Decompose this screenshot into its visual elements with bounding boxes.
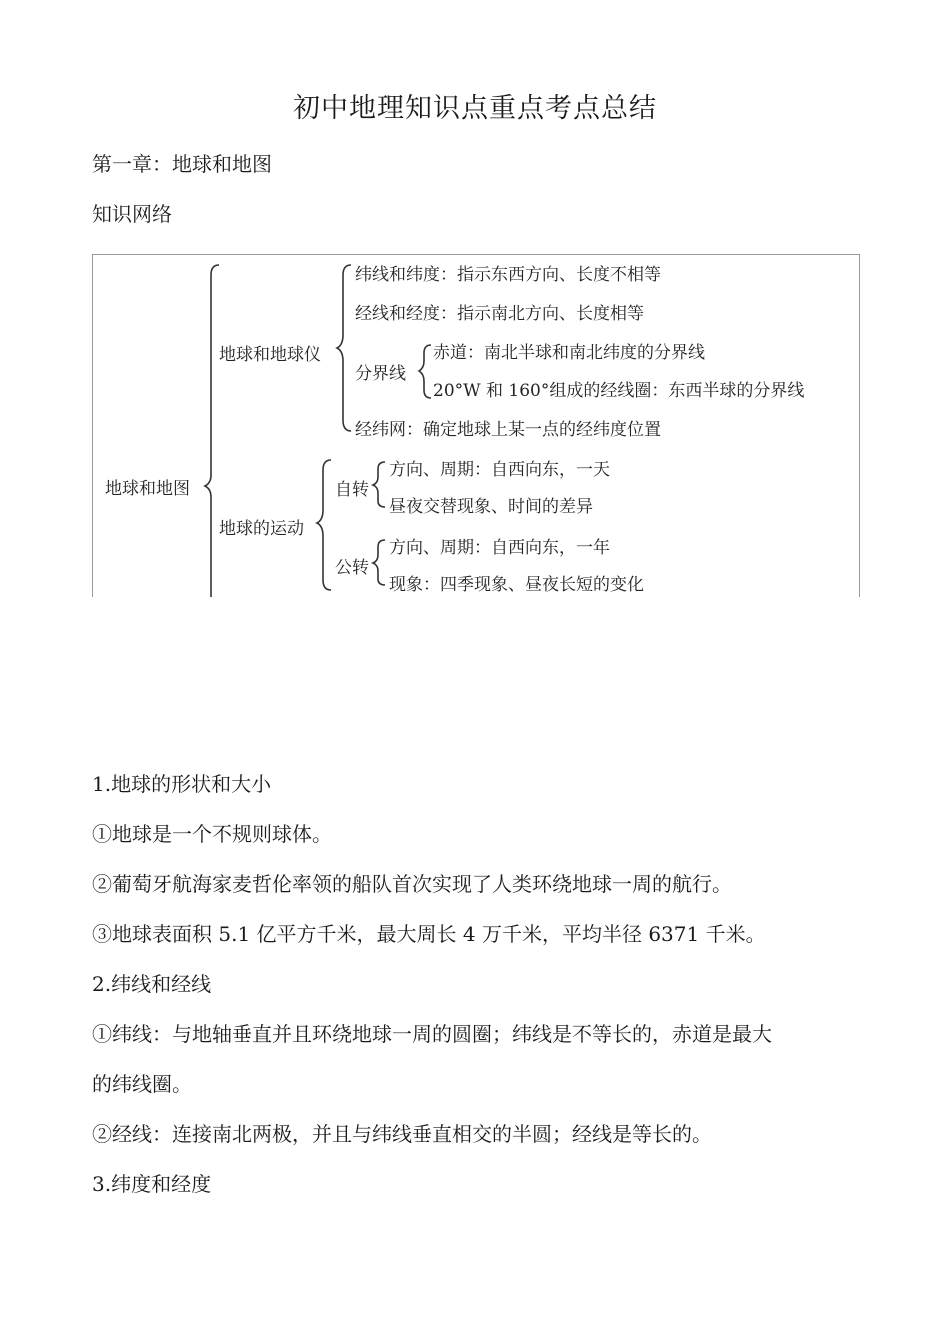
section-heading: 知识网络 (92, 202, 172, 226)
page-title: 初中地理知识点重点考点总结 (293, 93, 657, 124)
heading-latitude-longitude-lines: 2.纬线和经线 (92, 972, 212, 996)
rotation-brace (373, 462, 385, 507)
paragraph-continued: 的纬线圈。 (92, 1072, 192, 1096)
branch-earth-globe: 地球和地球仪 (219, 345, 321, 365)
revolution-label: 公转 (335, 558, 369, 578)
paragraph: ②经线：连接南北两极，并且与纬线垂直相交的半圆；经线是等长的。 (92, 1122, 712, 1146)
rotation-direction: 方向、周期：自西向东，一天 (389, 460, 610, 480)
paragraph: ①地球是一个不规则球体。 (92, 822, 332, 846)
revolution-phenomena: 现象：四季现象、昼夜长短的变化 (389, 575, 644, 595)
knowledge-network-diagram (92, 254, 860, 597)
paragraph: ③地球表面积 5.1 亿平方千米，最大周长 4 万千米，平均半径 6371 千米。 (92, 922, 766, 946)
chapter-heading: 第一章：地球和地图 (92, 152, 272, 176)
heading-earth-shape: 1.地球的形状和大小 (92, 772, 272, 796)
revolution-brace (373, 540, 385, 585)
graticule-item: 经纬网：确定地球上某一点的经纬度位置 (355, 420, 661, 440)
branch-earth-motion: 地球的运动 (219, 519, 304, 539)
diagram-root: 地球和地图 (105, 479, 190, 499)
latitude-item: 纬线和纬度：指示东西方向、长度不相等 (355, 265, 661, 285)
boundary-label: 分界线 (355, 364, 406, 384)
rotation-phenomena: 昼夜交替现象、时间的差异 (389, 497, 593, 517)
rotation-label: 自转 (335, 480, 369, 500)
paragraph: ①纬线：与地轴垂直并且环绕地球一周的圆圈；纬线是不等长的，赤道是最大 (92, 1022, 772, 1046)
equator-item: 赤道：南北半球和南北纬度的分界线 (433, 343, 705, 363)
longitude-item: 经线和经度：指示南北方向、长度相等 (355, 304, 644, 324)
root-brace (205, 265, 219, 597)
branch1-brace (337, 265, 351, 431)
heading-latitude-longitude-degrees: 3.纬度和经度 (92, 1172, 212, 1196)
branch2-brace (317, 460, 331, 590)
meridian-boundary-item: 20°W 和 160°组成的经线圈：东西半球的分界线 (433, 381, 805, 401)
boundary-brace (419, 345, 431, 398)
paragraph: ②葡萄牙航海家麦哲伦率领的船队首次实现了人类环绕地球一周的航行。 (92, 872, 732, 896)
revolution-direction: 方向、周期：自西向东，一年 (389, 538, 610, 558)
